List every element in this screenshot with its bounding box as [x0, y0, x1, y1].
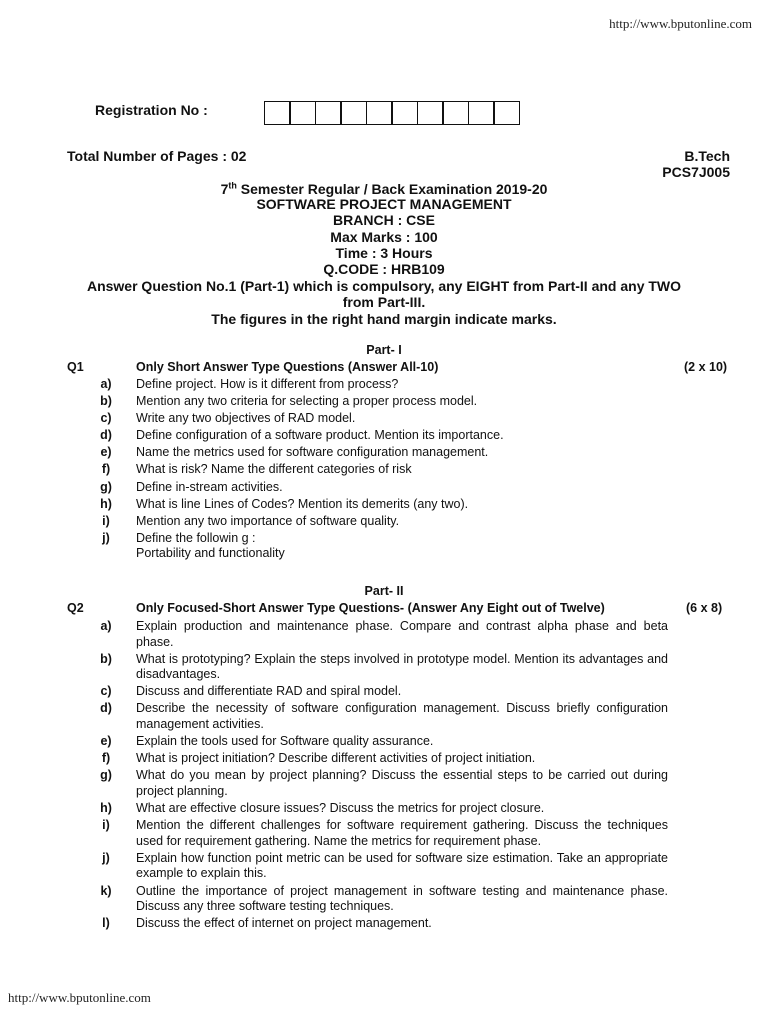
item-text: What is line Lines of Codes? Mention its demerits (any two).: [136, 496, 469, 511]
registration-digit-box: [366, 101, 393, 125]
registration-digit-box: [289, 101, 316, 125]
q2-item: [0, 701, 768, 732]
item-label: f): [101, 462, 111, 477]
q2-number: Q2: [67, 601, 84, 615]
item-text: What do you mean by project planning? Discuss the essential steps to be carried out during project planning.: [136, 768, 668, 798]
item-label: a): [100, 377, 112, 391]
item-text: Discuss the effect of internet on project management.: [136, 916, 432, 931]
q2-item: [0, 851, 768, 882]
item-label: k): [100, 883, 112, 898]
item-text: Explain the tools used for Software quality assurance.: [136, 734, 434, 749]
q1-item: [0, 377, 768, 393]
registration-digit-box: [417, 101, 444, 125]
subject-code: PCS7J005: [662, 164, 730, 180]
item-label: l): [102, 916, 110, 931]
part-2-heading: Part- II: [364, 584, 404, 598]
item-text: What is project initiation? Describe different activities of project initiation.: [136, 751, 536, 766]
q2-item: [0, 751, 768, 767]
q1-item: [0, 394, 768, 410]
item-label: j): [102, 530, 110, 545]
item-text: Name the metrics used for software configuration management.: [136, 445, 489, 460]
item-label: e): [100, 734, 112, 749]
q1-item-list: [0, 377, 768, 564]
item-text: Outline the importance of project management in software testing and maintenance phase. Discuss any three software testing techniques.: [136, 883, 668, 914]
item-text: What is risk? Name the different categories of risk: [136, 462, 412, 477]
registration-digit-box: [442, 101, 469, 125]
source-url-top: http://www.bputonline.com: [609, 16, 752, 31]
item-text: Explain how function point metric can be used for software size estimation. Take an appropriate example to explain this.: [136, 850, 668, 881]
part-1-heading: Part- I: [366, 343, 402, 357]
item-label: e): [100, 445, 112, 460]
total-pages: Total Number of Pages : 02: [67, 148, 247, 164]
q1-title: Only Short Answer Type Questions (Answer All-10): [136, 360, 439, 374]
q1-item: [0, 411, 768, 427]
item-text: Define the followin g :: [136, 530, 256, 545]
q1-item: [0, 428, 768, 444]
item-text: Define project. How is it different from process?: [136, 377, 399, 391]
q2-item-list: [0, 619, 768, 933]
q2-item: [0, 734, 768, 750]
q2-item: [0, 768, 768, 799]
item-text: What is prototyping? Explain the steps involved in prototype model. Mention its advantages and disadvantages.: [136, 651, 668, 682]
item-text: What are effective closure issues? Discuss the metrics for project closure.: [136, 801, 545, 816]
q2-item: [0, 884, 768, 915]
q2-item: [0, 818, 768, 849]
q2-item: [0, 916, 768, 932]
item-text: Mention the different challenges for software requirement gathering. Discuss the techniques used for requirement gathering. Name the metrics for requirement phase.: [136, 818, 668, 848]
item-text-continued: Portability and functionality: [136, 546, 285, 561]
registration-digit-box: [264, 101, 291, 125]
item-label: h): [100, 496, 112, 511]
q1-item: [0, 514, 768, 530]
registration-boxes: [265, 101, 520, 125]
q1-item: [0, 462, 768, 478]
item-label: j): [102, 850, 110, 865]
max-marks: Max Marks : 100: [330, 229, 438, 245]
instruction-line-2: from Part-III.: [342, 294, 426, 310]
registration-digit-box: [468, 101, 495, 125]
q2-item: [0, 801, 768, 817]
registration-digit-box: [493, 101, 520, 125]
item-label: c): [100, 411, 112, 426]
registration-digit-box: [315, 101, 342, 125]
item-text: Mention any two criteria for selecting a proper process model.: [136, 394, 478, 409]
item-text: Mention any two importance of software quality.: [136, 513, 400, 528]
q2-item: [0, 684, 768, 700]
registration-digit-box: [391, 101, 418, 125]
item-label: f): [101, 751, 111, 766]
item-label: c): [100, 684, 112, 699]
item-text: Describe the necessity of software configuration management. Discuss briefly configuration management activities.: [136, 701, 668, 732]
item-label: h): [100, 801, 112, 816]
item-label: i): [102, 818, 110, 833]
item-label: g): [100, 768, 112, 783]
item-label: g): [100, 479, 112, 494]
item-text: Discuss and differentiate RAD and spiral model.: [136, 684, 402, 699]
item-text: Define in-stream activities.: [136, 479, 283, 494]
q1-item: [0, 497, 768, 513]
source-url-bottom: http://www.bputonline.com: [8, 990, 151, 1005]
item-label: b): [100, 394, 112, 409]
time-limit: Time : 3 Hours: [335, 245, 433, 261]
subject-title: SOFTWARE PROJECT MANAGEMENT: [256, 196, 512, 212]
registration-digit-box: [340, 101, 367, 125]
item-text: Write any two objectives of RAD model.: [136, 411, 356, 426]
item-label: i): [102, 513, 110, 528]
item-label: a): [100, 619, 112, 633]
q1-marks: (2 x 10): [684, 360, 728, 374]
semester-line: 7th Semester Regular / Back Examination 2019-20: [220, 180, 548, 197]
q1-number: Q1: [67, 360, 84, 374]
q2-item: [0, 619, 768, 650]
degree: B.Tech: [684, 148, 730, 164]
q2-marks: (6 x 8): [686, 601, 723, 615]
item-text: Define configuration of a software product. Mention its importance.: [136, 428, 504, 443]
instruction-line-1: Answer Question No.1 (Part-1) which is compulsory, any EIGHT from Part-II and any TWO: [86, 278, 682, 294]
q1-item: [0, 531, 768, 562]
q2-title: Only Focused-Short Answer Type Questions- (Answer Any Eight out of Twelve): [136, 601, 605, 615]
branch: BRANCH : CSE: [333, 212, 435, 228]
q1-item: [0, 445, 768, 461]
question-code: Q.CODE : HRB109: [323, 261, 445, 277]
instruction-line-3: The figures in the right hand margin indicate marks.: [211, 311, 557, 327]
item-label: b): [100, 651, 112, 666]
q2-item: [0, 652, 768, 683]
item-label: d): [100, 701, 112, 716]
item-label: d): [100, 428, 112, 443]
q1-item: [0, 480, 768, 496]
registration-label: Registration No :: [95, 102, 208, 118]
item-text: Explain production and maintenance phase. Compare and contrast alpha phase and beta phase.: [136, 619, 668, 649]
